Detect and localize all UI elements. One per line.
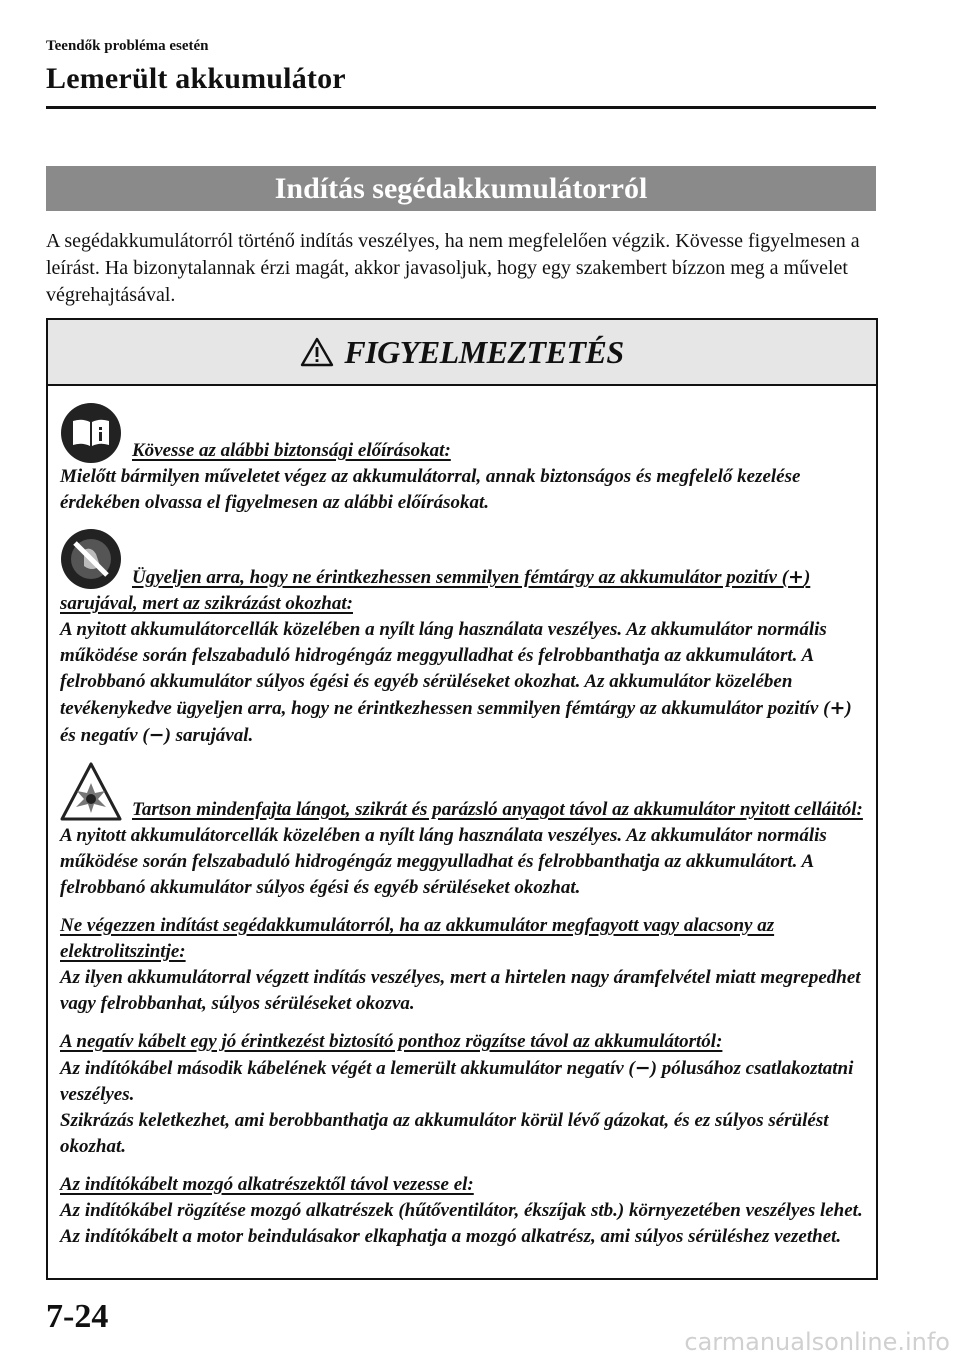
warning-item bbox=[60, 528, 864, 749]
warning-item bbox=[60, 761, 864, 901]
item-heading: A negatív kábelt egy jó érintkezést biztosító ponthoz rögzítse távol az akkumulátortól: bbox=[60, 1031, 723, 1052]
warning-header bbox=[48, 320, 876, 386]
item-heading: Kövesse az alábbi biztonsági előírásokat: bbox=[132, 440, 451, 461]
section-heading: Indítás segédakkumulátorról bbox=[46, 166, 876, 211]
manual-book-icon bbox=[60, 402, 122, 464]
breadcrumb: Teendők probléma esetén bbox=[46, 38, 209, 54]
warning-title: FIGYELMEZTETÉS bbox=[344, 333, 624, 370]
item-heading: Ne végezzen indítást segédakkumulátorról, ha az akkumulátor megfagyott vagy alacsony az elektrolitszintje: bbox=[60, 915, 775, 962]
item-text: Az indítókábel rögzítése mozgó alkatrészek (hűtőventilátor, ékszíjak stb.) környezetében veszélyes lehet. Az indítókábelt a motor beindulásakor elkaphatja a mozgó alkatrész, ami súlyos sérüléshez vezethet. bbox=[60, 1200, 863, 1247]
warning-box bbox=[46, 318, 878, 1280]
plus-sign-symbol: + bbox=[829, 697, 846, 719]
warning-item bbox=[60, 913, 864, 1017]
minus-sign-symbol: − bbox=[148, 724, 165, 746]
watermark: carmanualsonline.info bbox=[684, 1328, 950, 1356]
item-text-part: ) pólusához csatlakoztatni veszélyes. bbox=[60, 1058, 854, 1105]
minus-sign-symbol: − bbox=[634, 1057, 651, 1079]
item-heading: Az indítókábelt mozgó alkatrészektől távol vezesse el: bbox=[60, 1174, 474, 1195]
plus-sign-symbol: + bbox=[788, 566, 804, 588]
warning-item bbox=[60, 1029, 864, 1160]
item-heading-part: ) sarujával, mert az szikrázást okozhat: bbox=[60, 567, 811, 614]
item-text: Az ilyen akkumulátorral végzett indítás veszélyes, mert a hirtelen nagy áramfelvétel miatt megrepedhet vagy felrobbanhat, súlyos sérüléseket okozva. bbox=[60, 967, 861, 1014]
item-text-part: ) sarujával. bbox=[164, 725, 254, 746]
warning-triangle-icon bbox=[300, 337, 334, 367]
intro-paragraph: A segédakkumulátorról történő indítás veszélyes, ha nem megfelelően végzik. Kövesse figyelmesen a leírást. Ha bizonytalannak érzi magát, akkor javasoljuk, hogy egy szakembert bízzon meg a művelet végrehajtásával. bbox=[46, 230, 860, 306]
page-number: 7-24 bbox=[46, 1298, 109, 1335]
warning-body bbox=[48, 386, 876, 1250]
item-text: Mielőtt bármilyen műveletet végez az akkumulátorral, annak biztonságos és megfelelő kezelése érdekében olvassa el figyelmesen az alábbi előírásokat. bbox=[60, 466, 801, 513]
page-title: Lemerült akkumulátor bbox=[46, 62, 346, 95]
warning-item bbox=[60, 1172, 864, 1250]
item-text: A nyitott akkumulátorcellák közelében a nyílt láng használata veszélyes. Az akkumulátor normális működése során felszabaduló hidrogéngáz meggyulladhat és felrobbanthatja az akkumulátort. A felrobbanó akkumulátor súlyos égési és egyéb sérüléseket okozhat. bbox=[60, 825, 827, 898]
warning-item bbox=[60, 402, 864, 516]
item-heading: Tartson mindenfajta lángot, szikrát és parázsló anyagot távol az akkumulátor nyitott celláitól: bbox=[132, 799, 863, 820]
item-heading-part: Ügyeljen arra, hogy ne érintkezhessen semmilyen fémtárgy az akkumulátor pozitív ( bbox=[132, 567, 789, 588]
item-text-part: A nyitott akkumulátorcellák közelében a nyílt láng használata veszélyes. Az akkumulátor normális működése során felszabaduló hidrogéngáz meggyulladhat és felrobbanthatja az akkumulátort. A felrobbanó akkumulátor súlyos égési és egyéb sérüléseket okozhat. Az akkumulátor közelében tevékenykedve ügyeljen arra, hogy ne érintkezhessen semmilyen fémtárgy az akkumulátor pozitív ( bbox=[60, 619, 830, 719]
title-divider bbox=[46, 106, 876, 109]
item-text-part: Az indítókábel második kábelének végét a lemerült akkumulátor negatív ( bbox=[60, 1058, 635, 1079]
item-text-part: ) és negatív ( bbox=[60, 698, 852, 746]
item-text: Szikrázás keletkezhet, ami berobbanthatja az akkumulátor körül lévő gázokat, és ez súlyos sérülést okozhat. bbox=[60, 1110, 829, 1157]
